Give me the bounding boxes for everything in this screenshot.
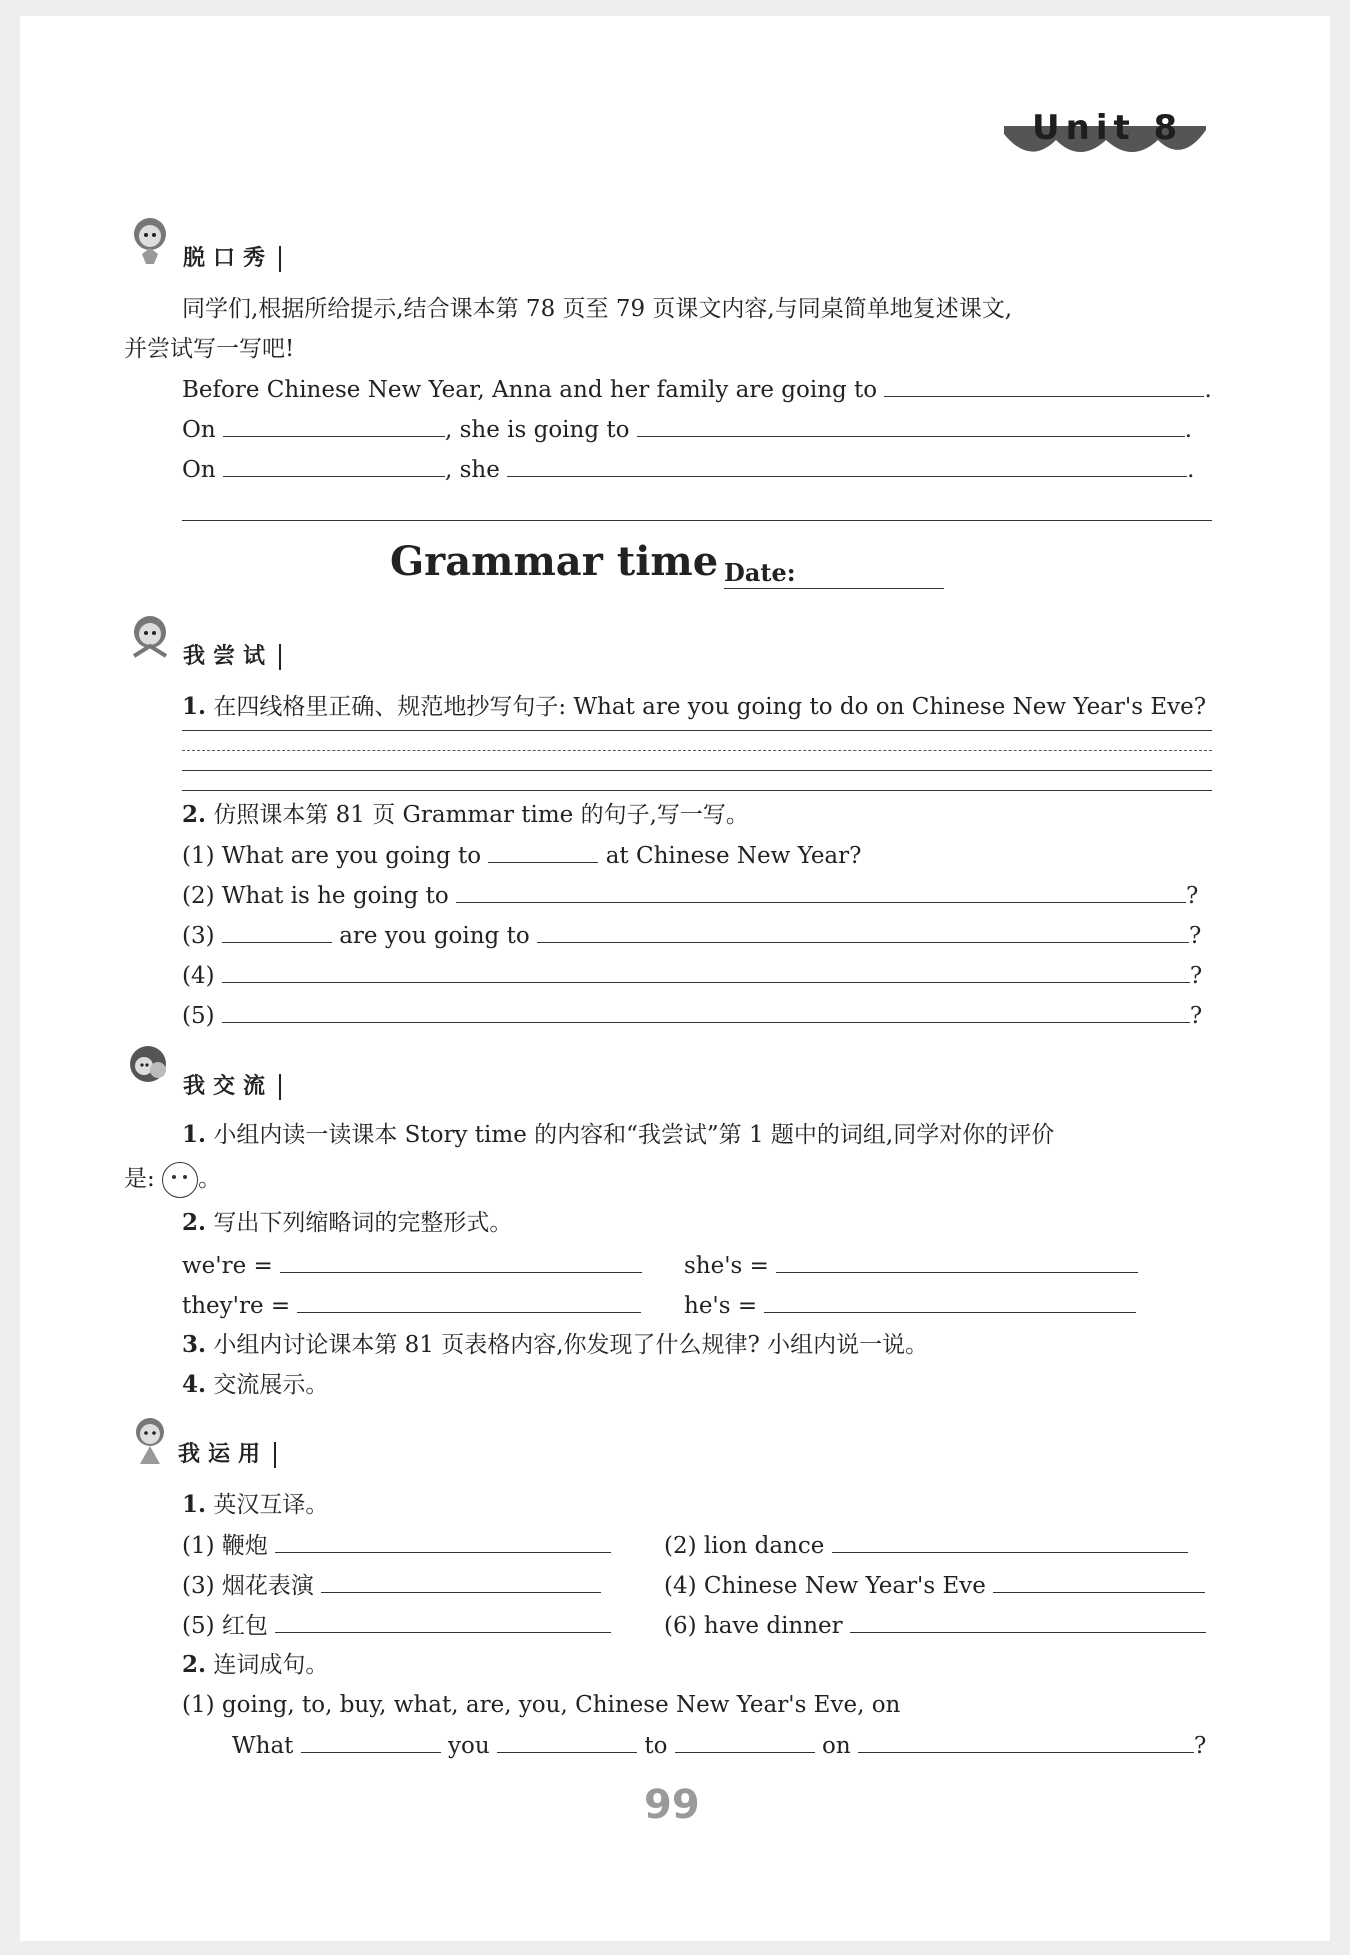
instruction-line-1: 同学们,根据所给提示,结合课本第 78 页至 79 页课文内容,与同桌简单地复述课文, [182, 296, 1013, 322]
girl-mascot-icon [124, 214, 176, 266]
item-number: (1) [182, 1533, 215, 1559]
item-number: (5) [182, 1003, 215, 1029]
answer-blank[interactable] [858, 1730, 1194, 1753]
question-text: 是: [124, 1166, 155, 1192]
on-label: On [182, 417, 216, 443]
she-going-label: , she is going to [444, 417, 630, 443]
four-line-grid-line [182, 790, 1212, 791]
scrambled-words: going, to, buy, what, are, you, Chinese New Year's Eve, on [221, 1692, 901, 1718]
smiley-face-icon[interactable] [162, 1162, 198, 1198]
retell-line-3 [182, 454, 1194, 485]
answer-blank[interactable] [537, 920, 1189, 943]
item-text: 鞭炮 [221, 1533, 268, 1559]
retell-text: Before Chinese New Year, Anna and her family are going to [182, 377, 878, 403]
girl-mascot-icon [124, 1414, 176, 1466]
question-text: 小组内读一读课本 Story time 的内容和“我尝试”第 1 题中的词组,同学对你的评价 [213, 1122, 1055, 1148]
contraction-shes [684, 1250, 1138, 1281]
question-number: 2. [182, 1209, 207, 1236]
share-question-2 [182, 1208, 512, 1238]
translate-item-6 [664, 1610, 1206, 1641]
question-text: 仿照课本第 81 页 Grammar time 的句子,写一写。 [213, 802, 749, 828]
answer-blank[interactable] [280, 1250, 642, 1273]
question-number: 1. [182, 1491, 207, 1518]
answer-blank[interactable] [275, 1610, 611, 1633]
item-text: have dinner [703, 1613, 843, 1639]
question-number: 1. [182, 693, 207, 720]
instruction-line-2: 并尝试写一写吧! [124, 336, 295, 362]
share-question-1 [182, 1120, 1054, 1150]
word-on: on [822, 1733, 851, 1759]
kids-mascot-icon [124, 1042, 176, 1094]
sentence-line [232, 1730, 1206, 1761]
word-to: to [644, 1733, 668, 1759]
date-blank[interactable] [724, 588, 944, 589]
try-question-2 [182, 800, 749, 830]
word-you: you [448, 1733, 490, 1759]
answer-blank[interactable] [884, 374, 1204, 397]
question-number: 2. [182, 801, 207, 828]
question-text: 连词成句。 [213, 1652, 329, 1678]
item-number: (5) [182, 1613, 215, 1639]
four-line-grid-line [182, 770, 1212, 771]
question-number: 1. [182, 1121, 207, 1148]
item-text: at Chinese New Year? [605, 843, 862, 869]
question-text: 在四线格里正确、规范地抄写句子: What are you going to do on Chinese New Year's Eve? [213, 694, 1207, 720]
try-item-1 [182, 840, 861, 871]
item-number: (1) [182, 1692, 215, 1718]
section-title-wochangshi: 我尝试 [183, 644, 281, 670]
question-mark: ? [1189, 1003, 1203, 1029]
retell-line-1 [182, 374, 1212, 405]
answer-blank[interactable] [488, 840, 598, 863]
use-question-2 [182, 1650, 328, 1680]
answer-blank[interactable] [675, 1730, 815, 1753]
item-number: (1) [182, 843, 215, 869]
word-list [182, 1690, 900, 1720]
item-number: (4) [664, 1573, 697, 1599]
share-question-1-cont [124, 1162, 221, 1198]
contraction-were [182, 1250, 642, 1281]
try-question-1 [182, 692, 1206, 722]
question-mark: ? [1189, 923, 1202, 949]
question-mark: ? [1194, 1733, 1207, 1759]
answer-blank[interactable] [993, 1570, 1205, 1593]
question-mark: ? [1189, 963, 1203, 989]
item-text: lion dance [703, 1533, 825, 1559]
item-number: (4) [182, 963, 215, 989]
answer-blank[interactable] [222, 1000, 1190, 1023]
period: . [1184, 417, 1193, 443]
share-question-3 [182, 1330, 928, 1360]
section-title-woyunyong: 我运用 [178, 1442, 276, 1468]
section-title-tuokouxiu: 脱口秀 [183, 246, 281, 272]
page-number: 99 [644, 1782, 700, 1828]
try-item-5 [182, 1000, 1202, 1031]
girl-mascot-icon [124, 612, 176, 664]
question-number: 2. [182, 1651, 207, 1678]
translate-item-2 [664, 1530, 1188, 1561]
item-number: (3) [182, 1573, 215, 1599]
item-number: (2) [664, 1533, 697, 1559]
item-number: (2) [182, 883, 215, 909]
try-item-4 [182, 960, 1202, 991]
item-text: are you going to [339, 923, 530, 949]
word-what: What [232, 1733, 294, 1759]
answer-blank[interactable] [832, 1530, 1188, 1553]
try-item-3 [182, 920, 1201, 951]
question-text: 交流展示。 [213, 1372, 329, 1398]
question-number: 4. [182, 1371, 207, 1398]
contraction-theyre [182, 1290, 641, 1321]
question-mark: ? [1186, 883, 1199, 909]
answer-line[interactable] [182, 520, 1212, 521]
translate-item-1 [182, 1530, 611, 1561]
answer-blank[interactable] [301, 1730, 441, 1753]
contraction-label: they're = [182, 1293, 291, 1319]
four-line-grid-line [182, 730, 1212, 731]
item-text: 烟花表演 [221, 1573, 314, 1599]
question-text: 写出下列缩略词的完整形式。 [213, 1210, 513, 1236]
translate-item-5 [182, 1610, 611, 1641]
item-number: (3) [182, 923, 215, 949]
four-line-grid-line [182, 750, 1212, 751]
unit-title: Unit 8 [1032, 108, 1184, 148]
answer-blank[interactable] [456, 880, 1186, 903]
contraction-label: we're = [182, 1253, 273, 1279]
full-stop: 。 [198, 1166, 222, 1192]
grammar-time-title: Grammar time [390, 538, 719, 585]
retell-line-2 [182, 414, 1192, 445]
item-number: (6) [664, 1613, 697, 1639]
item-text: 红包 [221, 1613, 268, 1639]
answer-blank[interactable] [497, 1730, 637, 1753]
try-item-2 [182, 880, 1198, 911]
answer-blank[interactable] [637, 414, 1185, 437]
answer-blank[interactable] [776, 1250, 1138, 1273]
item-text: Chinese New Year's Eve [703, 1573, 986, 1599]
she-label: , she [444, 457, 500, 483]
answer-blank[interactable] [321, 1570, 601, 1593]
answer-blank[interactable] [507, 454, 1187, 477]
answer-blank[interactable] [850, 1610, 1206, 1633]
translate-item-3 [182, 1570, 601, 1601]
question-number: 3. [182, 1331, 207, 1358]
answer-blank[interactable] [222, 960, 1190, 983]
answer-blank[interactable] [223, 414, 445, 437]
answer-blank[interactable] [223, 454, 445, 477]
contraction-label: he's = [684, 1293, 758, 1319]
translate-item-4 [664, 1570, 1205, 1601]
on-label: On [182, 457, 216, 483]
answer-blank[interactable] [297, 1290, 641, 1313]
item-text: What are you going to [221, 843, 482, 869]
item-text: What is he going to [221, 883, 449, 909]
section-title-wojiaoliu: 我交流 [183, 1074, 281, 1100]
use-question-1 [182, 1490, 328, 1520]
contraction-label: she's = [684, 1253, 769, 1279]
answer-blank[interactable] [764, 1290, 1136, 1313]
contraction-hes [684, 1290, 1136, 1321]
question-text: 小组内讨论课本第 81 页表格内容,你发现了什么规律? 小组内说一说。 [213, 1332, 929, 1358]
answer-blank[interactable] [222, 920, 332, 943]
period: . [1204, 377, 1212, 403]
period: . [1187, 457, 1195, 483]
share-question-4 [182, 1370, 328, 1400]
date-label: Date: [724, 558, 796, 587]
question-text: 英汉互译。 [213, 1492, 329, 1518]
answer-blank[interactable] [275, 1530, 611, 1553]
